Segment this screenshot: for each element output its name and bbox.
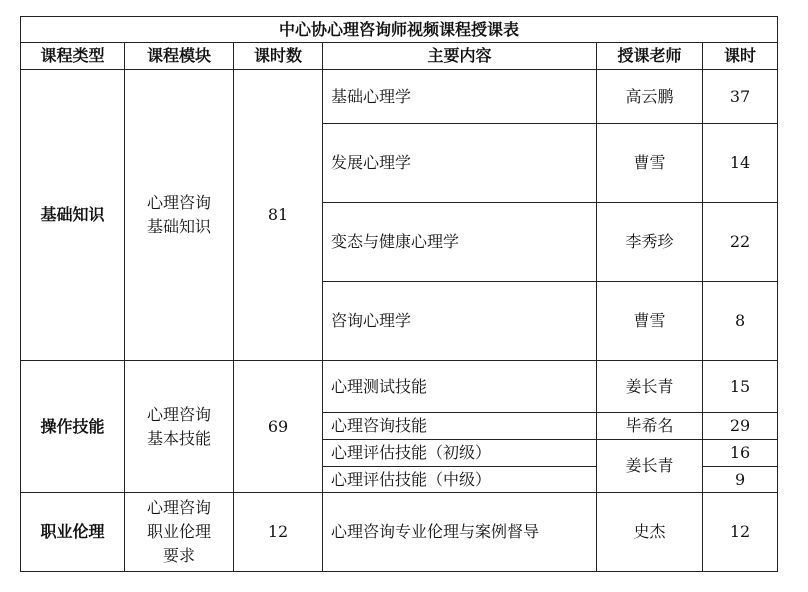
group-type: 操作技能 (21, 361, 125, 493)
teacher-cell: 曹雪 (597, 282, 703, 361)
content-cell: 心理咨询技能 (323, 413, 597, 440)
teacher-cell: 李秀珍 (597, 203, 703, 282)
header-course-type: 课程类型 (21, 43, 125, 70)
content-cell: 心理评估技能（中级） (323, 467, 597, 493)
teacher-cell: 姜长青 (597, 440, 703, 493)
header-course-module: 课程模块 (125, 43, 234, 70)
hours-cell: 29 (703, 413, 778, 440)
table-row (21, 70, 778, 124)
module-line: 要求 (162, 546, 195, 565)
table-row (21, 493, 778, 572)
module-line: 心理咨询 (146, 498, 211, 517)
teacher-cell: 高云鹏 (597, 70, 703, 124)
course-table (20, 16, 778, 572)
group-hours: 12 (234, 493, 323, 572)
table-row (21, 361, 778, 413)
content-cell: 发展心理学 (323, 124, 597, 203)
module-line: 心理咨询 (146, 404, 211, 424)
group-type: 职业伦理 (21, 493, 125, 572)
content-cell: 咨询心理学 (323, 282, 597, 361)
course-schedule (20, 16, 778, 572)
teacher-cell: 史杰 (597, 493, 703, 572)
module-line: 基础知识 (146, 217, 211, 236)
group-hours: 69 (234, 361, 323, 493)
content-cell: 心理测试技能 (323, 361, 597, 413)
hours-cell: 16 (703, 440, 778, 467)
header-row (21, 43, 778, 70)
hours-cell: 14 (703, 124, 778, 203)
hours-cell: 8 (703, 282, 778, 361)
content-cell: 心理咨询专业伦理与案例督导 (323, 493, 597, 572)
teacher-cell: 毕希名 (597, 413, 703, 440)
group-hours: 81 (234, 70, 323, 361)
module-line: 心理咨询 (146, 193, 211, 212)
teacher-cell: 姜长青 (597, 361, 703, 413)
header-teacher: 授课老师 (597, 43, 703, 70)
content-cell: 变态与健康心理学 (323, 203, 597, 282)
header-total-hours: 课时数 (234, 43, 323, 70)
group-module (125, 361, 234, 493)
hours-cell: 15 (703, 361, 778, 413)
content-cell: 心理评估技能（初级） (323, 440, 597, 467)
hours-cell: 22 (703, 203, 778, 282)
teacher-cell: 曹雪 (597, 124, 703, 203)
group-module (125, 493, 234, 572)
hours-cell: 37 (703, 70, 778, 124)
group-module (125, 70, 234, 361)
header-hours: 课时 (703, 43, 778, 70)
module-line: 基本技能 (146, 428, 211, 448)
hours-cell: 9 (703, 467, 778, 493)
hours-cell: 12 (703, 493, 778, 572)
content-cell: 基础心理学 (323, 70, 597, 124)
header-main-content: 主要内容 (323, 43, 597, 70)
module-line: 职业伦理 (146, 522, 211, 541)
group-type: 基础知识 (21, 70, 125, 361)
table-title: 中心协心理咨询师视频课程授课表 (21, 17, 778, 43)
